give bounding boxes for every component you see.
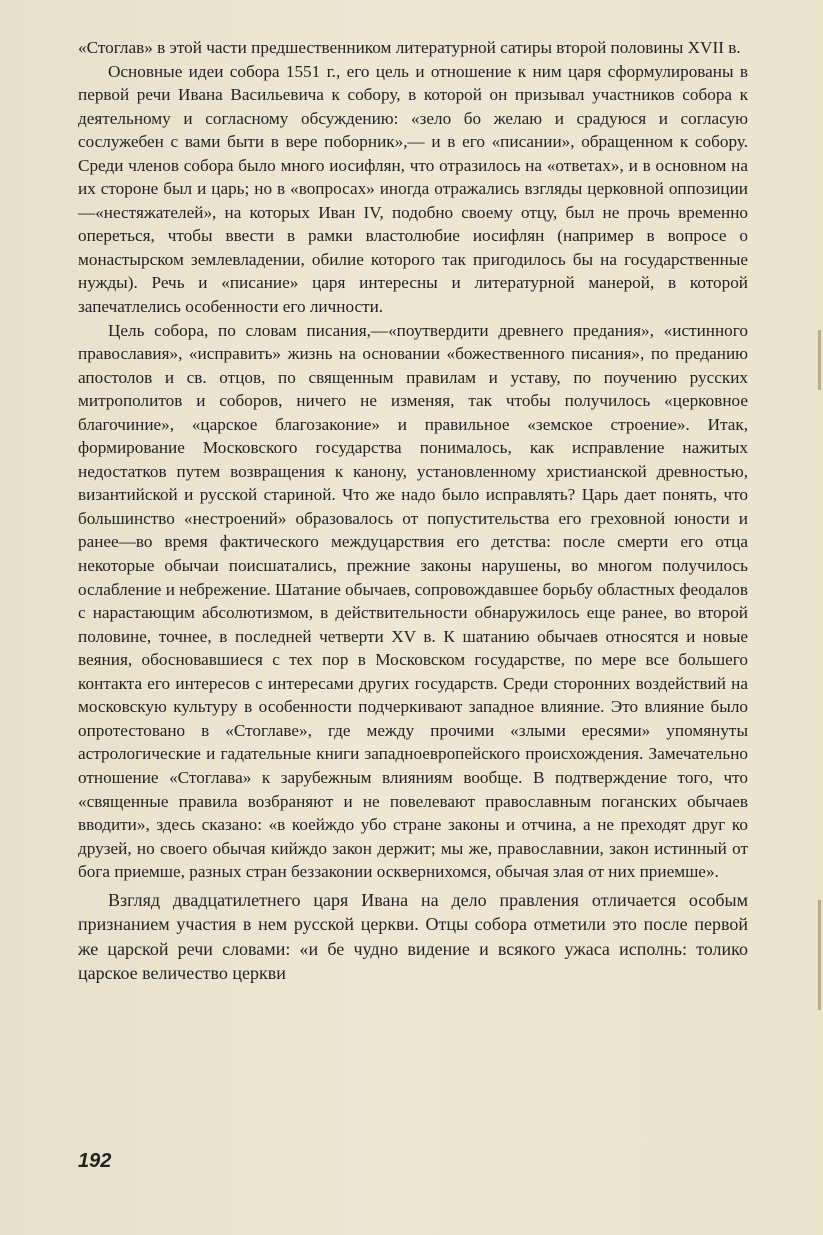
- page-edge-mark: [818, 330, 821, 390]
- paragraph-tsar-view: Взгляд двадцатилетнего царя Ивана на дело правления отличается особым признанием участия в нем русской церкви. Отцы собора отметили это после первой же царской речи словами: «и бе чудно видение и всякого ужаса исполнь: толико царское величество церкви: [78, 889, 748, 984]
- paragraph-council-goal: Цель собора, по словам писания,—«поутвердити древнего предания», «истинного православия», «исправить» жизнь на основании «божественного писания», по преданию апостолов и св. отцов, по священным правилам и уставу, по поучению русских митрополитов и соборов, ничего не изменяя, так чтобы получилось «церковное благочиние», «царское благозаконие» и правильное «земское строение». Итак, формирование Московского государства понималось, как исправление нажитых недостатков путем возвращения к канону, установленному христианской древностью, византийской и русской стариной. Что же надо было исправлять? Царь дает понять, что большинство «нестроений» образовалось от попустительства его греховной юности и ранее—во время фактического междуцарствия его детства: после смерти его отца некоторые обычаи поисшатались, прежние законы нарушены, во многом получилось ослабление и небрежение. Шатание обычаев, сопровождавшее борьбу областных феодалов с нарастающим абсолютизмом, в действительности обнаружилось еще ранее, во второй половине, точнее, в последней четверти XV в. К шатанию обычаев относятся и новые веяния, обосновавшиеся с тех пор в Московском государстве, по мере все большего контакта его интересов с интересами других государств. Среди сторонних воздействий на московскую культуру в особенности подчеркивают западное влияние. Это влияние было опротестовано в «Стоглаве», где между прочими «злыми ересями» упомянуты астрологические и гадательные книги западноевропейского происхождения. Замечательно отношение «Стоглава» к зарубежным влияниям вообще. В подтверждение того, что «священные правила возбраняют и не повелевают православным поганских обычаев вводити», здесь сказано: «в коейждо убо стране законы и отчина, а не преходят друг ко друзей, но своего обычая кийждо закон держит; мы же, православнии, закон истинный от бога приемше, разных стран беззаконии осквернихомся, обычая злая от них приемше».: [78, 320, 748, 882]
- page-edge-mark: [818, 900, 821, 1010]
- paragraph-continuation: «Стоглав» в этой части предшественником литературной сатиры второй половины XVII в.: [78, 38, 741, 57]
- page-number: 192: [78, 1150, 112, 1172]
- page-text: [78, 36, 748, 986]
- paragraph-council-ideas: Основные идеи собора 1551 г., его цель и отношение к ним царя сформулированы в первой речи Ивана Васильевича к собору, в которой он призывал участников собора к деятельному и согласному обсуждению: «зело бо желаю и срадуюся и согласую сослужебен с вами быти в вере поборник»,— и в его «писании», обращенном к собору. Среди членов собора было много иосифлян, что отразилось на «ответах», и в основном на их стороне был и царь; но в «вопросах» иногда отражались взгляды церковной оппозиции—«нестяжателей», на которых Иван IV, подобно своему отцу, был не прочь временно опереться, чтобы ввести в рамки властолюбие иосифлян (например в вопросе о монастырском землевладении, обилие которого так пригодилось бы на государственные нужды). Речь и «писание» царя интересны и литературной манерой, в которой запечатлелись особенности его личности.: [78, 61, 748, 317]
